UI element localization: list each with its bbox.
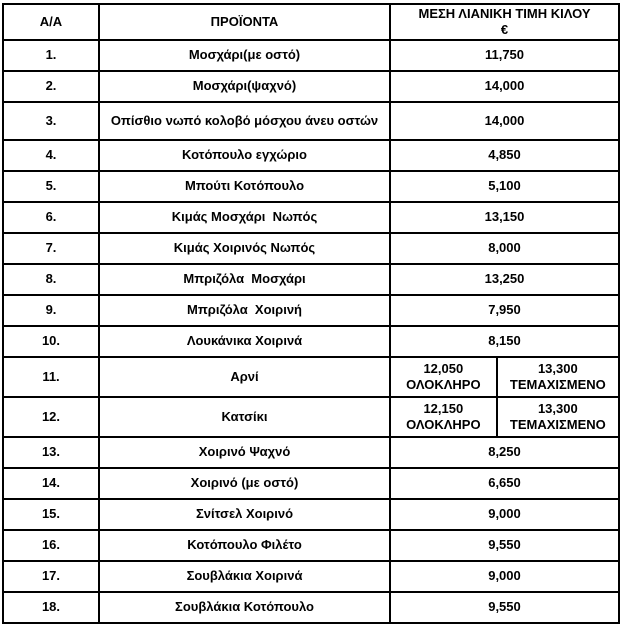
product-cell: Αρνί — [99, 357, 390, 397]
table-row — [3, 561, 619, 592]
price-label: ΟΛΟΚΛΗΡΟ — [406, 377, 481, 392]
row-number-cell: 10. — [3, 326, 99, 357]
price-cell: 6,650 — [390, 468, 619, 499]
row-number-cell: 15. — [3, 499, 99, 530]
price-cell: 9,550 — [390, 530, 619, 561]
product-cell: Μπριζόλα Μοσχάρι — [99, 264, 390, 295]
table-row — [3, 397, 619, 437]
product-cell: Μοσχάρι(με οστό) — [99, 40, 390, 71]
price-label: ΤΕΜΑΧΙΣΜΕΝΟ — [509, 417, 606, 432]
row-number-cell: 8. — [3, 264, 99, 295]
product-cell: Σνίτσελ Χοιρινό — [99, 499, 390, 530]
row-number-cell: 16. — [3, 530, 99, 561]
row-number-cell: 13. — [3, 437, 99, 468]
header-price-line1: ΜΕΣΗ ΛΙΑΝΙΚΗ ΤΙΜΗ ΚΙΛΟΥ — [418, 6, 591, 22]
product-cell: Κατσίκι — [99, 397, 390, 437]
price-cell: 9,550 — [390, 592, 619, 623]
price-cell: 14,000 — [390, 71, 619, 102]
product-cell: Μπούτι Κοτόπουλο — [99, 171, 390, 202]
header-products: ΠΡΟΪΟΝΤΑ — [99, 4, 390, 40]
table-row — [3, 140, 619, 171]
table-row — [3, 530, 619, 561]
price-value: 13,300 — [537, 361, 578, 377]
price-cell: 4,850 — [390, 140, 619, 171]
row-number-cell: 2. — [3, 71, 99, 102]
row-number-cell: 5. — [3, 171, 99, 202]
price-cell: 11,750 — [390, 40, 619, 71]
header-price — [390, 4, 619, 40]
product-cell: Κιμάς Μοσχάρι Νωπός — [99, 202, 390, 233]
table-row — [3, 295, 619, 326]
row-number-cell: 6. — [3, 202, 99, 233]
product-cell: Κιμάς Χοιρινός Νωπός — [99, 233, 390, 264]
table-row — [3, 71, 619, 102]
row-number-cell: 18. — [3, 592, 99, 623]
price-cell-split — [390, 357, 619, 397]
table-row — [3, 437, 619, 468]
row-number-cell: 17. — [3, 561, 99, 592]
price-cell: 9,000 — [390, 499, 619, 530]
row-number-cell: 9. — [3, 295, 99, 326]
table-row — [3, 202, 619, 233]
price-label: ΟΛΟΚΛΗΡΟ — [406, 417, 481, 432]
table-row — [3, 592, 619, 623]
price-cell: 9,000 — [390, 561, 619, 592]
table-row — [3, 102, 619, 140]
price-cut-cell — [498, 358, 618, 396]
table-row — [3, 499, 619, 530]
row-number-cell: 7. — [3, 233, 99, 264]
row-number-cell: 12. — [3, 397, 99, 437]
product-cell: Χοιρινό Ψαχνό — [99, 437, 390, 468]
product-cell: Λουκάνικα Χοιρινά — [99, 326, 390, 357]
price-cell: 13,150 — [390, 202, 619, 233]
row-number-cell: 4. — [3, 140, 99, 171]
table-row — [3, 40, 619, 71]
price-table — [2, 3, 620, 624]
row-number-cell: 14. — [3, 468, 99, 499]
row-number-cell: 3. — [3, 102, 99, 140]
product-cell: Κοτόπουλο εγχώριο — [99, 140, 390, 171]
price-cell: 14,000 — [390, 102, 619, 140]
product-cell: Σουβλάκια Χοιρινά — [99, 561, 390, 592]
table-row — [3, 326, 619, 357]
table-row — [3, 264, 619, 295]
price-label: ΤΕΜΑΧΙΣΜΕΝΟ — [509, 377, 606, 392]
product-cell: Κοτόπουλο Φιλέτο — [99, 530, 390, 561]
price-cell-split — [390, 397, 619, 437]
table-row — [3, 468, 619, 499]
price-whole-cell — [391, 358, 498, 396]
product-cell: Μοσχάρι(ψαχνό) — [99, 71, 390, 102]
price-cell: 8,250 — [390, 437, 619, 468]
header-row — [3, 4, 619, 40]
product-cell: Σουβλάκια Κοτόπουλο — [99, 592, 390, 623]
price-cell: 8,000 — [390, 233, 619, 264]
price-value: 12,150 — [423, 401, 464, 417]
row-number-cell: 11. — [3, 357, 99, 397]
row-number-cell: 1. — [3, 40, 99, 71]
price-cut-cell — [498, 398, 618, 436]
product-cell: Οπίσθιο νωπό κολοβό μόσχου άνευ οστών — [99, 102, 390, 140]
header-price-line2: € — [500, 22, 509, 37]
table-row — [3, 357, 619, 397]
price-whole-cell — [391, 398, 498, 436]
table-row — [3, 233, 619, 264]
price-cell: 13,250 — [390, 264, 619, 295]
price-cell: 7,950 — [390, 295, 619, 326]
price-value: 13,300 — [537, 401, 578, 417]
product-cell: Μπριζόλα Χοιρινή — [99, 295, 390, 326]
price-cell: 8,150 — [390, 326, 619, 357]
price-value: 12,050 — [423, 361, 464, 377]
price-cell: 5,100 — [390, 171, 619, 202]
header-aa: Α/Α — [3, 4, 99, 40]
table-row — [3, 171, 619, 202]
product-cell: Χοιρινό (με οστό) — [99, 468, 390, 499]
